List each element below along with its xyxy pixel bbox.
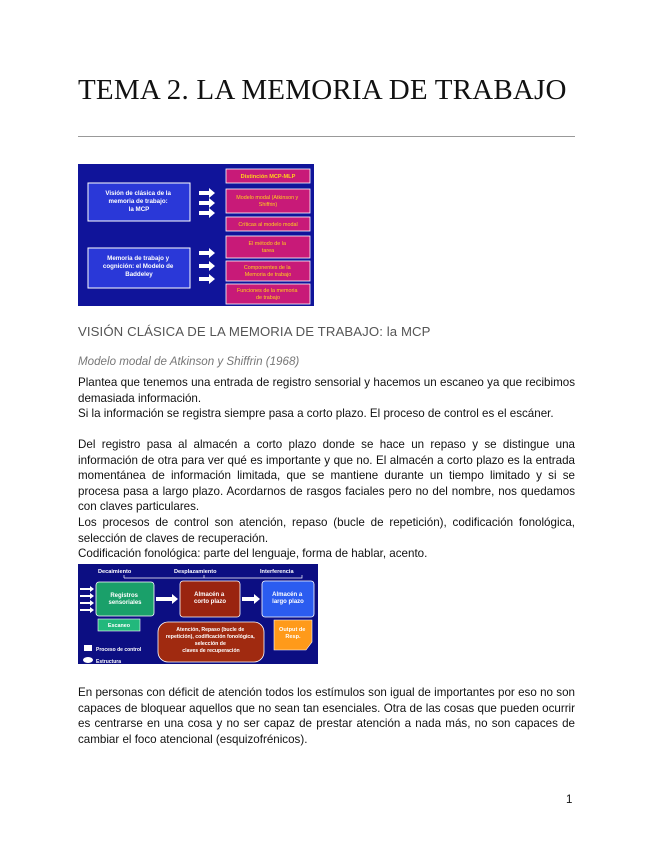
legend-structure-text: Estructura: [96, 659, 122, 664]
overview-arrows: [199, 188, 215, 284]
sensory-register-text-b: sensoriales: [108, 600, 142, 606]
sensory-register-text-a: Registros: [110, 593, 139, 599]
overview-right-box-6: [226, 284, 310, 304]
overview-right-box-5: [226, 261, 310, 281]
overview-right-text-3: Críticas al modelo modal: [238, 222, 298, 228]
control-process-text-c: selección de: [194, 641, 226, 647]
arrow-to-stm: [156, 594, 178, 604]
overview-right-text-5b: Memoria de trabajo: [244, 272, 292, 278]
arrow-to-ltm: [242, 594, 260, 604]
paragraph-5: Codificación fonológica: parte del lenguaje, forma de hablar, acento.: [78, 547, 428, 561]
label-displacement: Desplazamiento: [174, 569, 217, 575]
section-heading: VISIÓN CLÁSICA DE LA MEMORIA DE TRABAJO: la MCP: [78, 324, 431, 339]
overview-left-text-2c: Baddeley: [125, 271, 153, 278]
overview-right-text-6a: Funciones de la memoria: [236, 288, 298, 294]
overview-right-text-4b: tarea: [261, 248, 275, 254]
sensory-register-box: [96, 582, 154, 616]
overview-right-text-6b: de trabajo: [256, 295, 280, 301]
overview-diagram: [78, 164, 314, 306]
label-interference: Interferencia: [260, 569, 294, 575]
page-number: 1: [566, 794, 573, 806]
overview-right-text-1: Distinción MCP-MLP: [240, 174, 296, 180]
section-subheading: Modelo modal de Atkinson y Shiffrin (1968): [78, 355, 300, 368]
legend-control-swatch: [84, 645, 92, 651]
legend-control-text: Proceso de control: [96, 647, 142, 653]
overview-left-text-2b: cognición: el Modelo de: [102, 263, 174, 270]
overview-right-text-5a: Componentes de la: [243, 265, 291, 271]
overview-left-text-1b: memoria de trabajo:: [108, 198, 168, 205]
paragraph-3: Del registro pasa al almacén a corto plazo donde se hace un repaso y se distingue una información de otra para ver qué es importante y que no. El almacén a corto plazo es la entrada momentánea de información limitada, que se mantiene durante un tiempo limitado y si se procesa pasa a largo plazo. Acordarnos de rasgos faciales pero no del nombre, nos quedamos con claves particulares.: [78, 438, 575, 514]
output-text-a: Output de: [279, 627, 306, 633]
body-block-2: [78, 437, 575, 562]
svg-text:Almacén a largo plazo: [272, 592, 304, 605]
input-arrows: [80, 586, 94, 613]
overview-right-text-4a: El método de la: [248, 241, 286, 247]
overview-right-box-4: [226, 236, 310, 258]
control-process-text-a: Atención, Repaso (bucle de: [176, 627, 245, 633]
output-text-b: Resp.: [285, 634, 301, 640]
title-divider: [78, 136, 575, 137]
overview-left-text-1a: Visión de clásica de la: [105, 190, 171, 197]
body-block-1: [78, 375, 575, 422]
control-process-text-b: repetición), codificación fonológica,: [165, 634, 255, 640]
overview-right-box-2: [226, 189, 310, 213]
paragraph-6: En personas con déficit de atención todos los estímulos son igual de importantes por eso no son capaces de bloquear aquellos que no sean tan esenciales. Otra de las cosas que pueden ocurrir es centrarse en una cosa y no ser capaz de prestar atención a nada más, no son capaces de cambiar el foco atencional (esquizofrénicos).: [78, 686, 575, 746]
short-term-store-text-a: Almacén a: [194, 592, 225, 598]
short-term-store-text-b: corto plazo: [193, 599, 227, 605]
overview-left-text-2a: Memoria de trabajo y: [107, 255, 170, 262]
paragraph-4: Los procesos de control son atención, repaso (bucle de repetición), codificación fonológica, selección de claves de recuperación.: [78, 515, 575, 545]
top-bracket: [124, 575, 302, 578]
body-block-3: [78, 685, 575, 747]
svg-text:Registros sensoriales: [108, 593, 142, 606]
svg-text:Componentes de la Memori: [244, 265, 292, 278]
long-term-store-text-a: Almacén a: [272, 592, 303, 598]
overview-right-text-2a: Modelo modal (Atkinson y: [236, 195, 299, 201]
page-title: TEMA 2. LA MEMORIA DE TRABAJO: [78, 74, 567, 106]
svg-text:Almacén a corto plazo: [194, 592, 226, 605]
overview-left-text-1c: la MCP: [128, 206, 150, 213]
modal-model-diagram: [78, 564, 318, 664]
scan-text: Escaneo: [107, 623, 131, 629]
long-term-store-text-b: largo plazo: [272, 599, 304, 605]
paragraph-1: Plantea que tenemos una entrada de registro sensorial y hacemos un escaneo ya que recibimos demasiada información.: [78, 376, 575, 405]
legend-structure-swatch: [83, 657, 93, 663]
label-decay: Decaimiento: [98, 569, 132, 575]
paragraph-2: Si la información se registra siempre pasa a corto plazo. El proceso de control es el escáner.: [78, 407, 554, 421]
overview-right-text-2b: Shiffrin): [258, 202, 278, 208]
control-process-text-d: claves de recuperación: [182, 648, 240, 654]
